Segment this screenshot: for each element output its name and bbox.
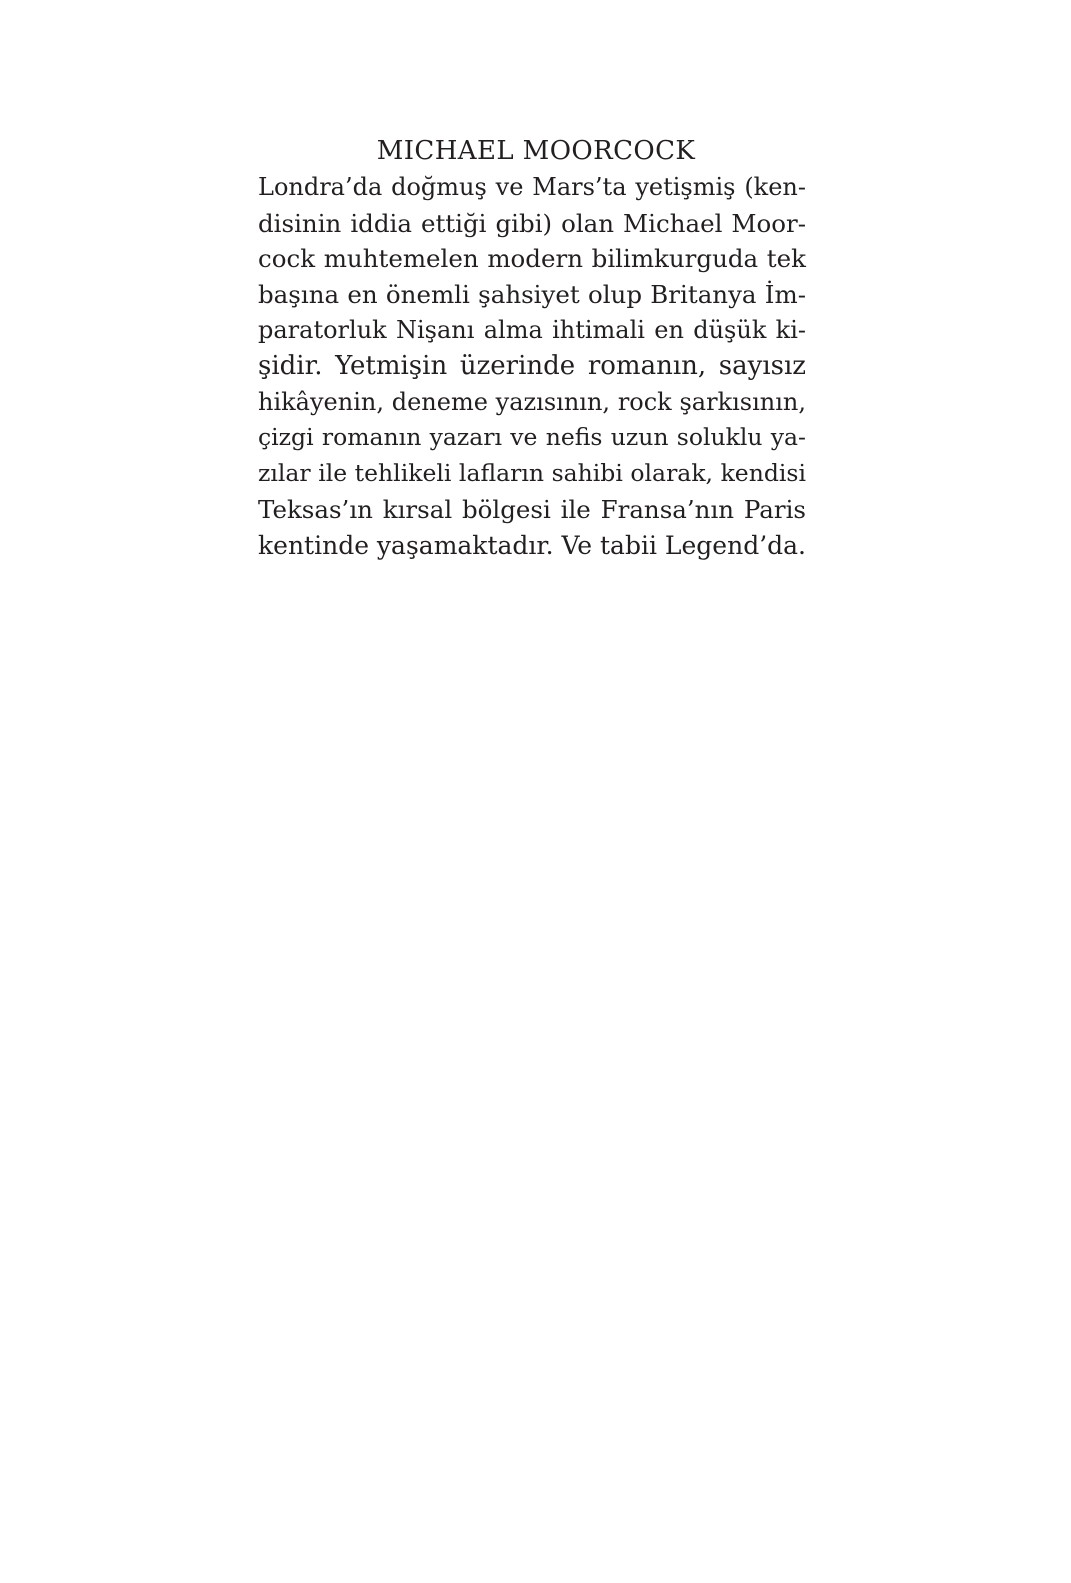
biography-line: başına en önemli şahsiyet olup Britanya İm- xyxy=(258,280,806,310)
biography-line: zılar ile tehlikeli lafların sahibi olarak, kendisi xyxy=(258,459,806,488)
biography-line: şidir. Yetmişin üzerinde romanın, sayısız xyxy=(258,350,806,381)
biography-line-last: kentinde yaşamaktadır. Ve tabii Legend’da. xyxy=(258,530,806,560)
author-bio-block xyxy=(258,134,806,564)
author-name-heading: MICHAEL MOORCOCK xyxy=(376,136,696,166)
biography-line: Londra’da doğmuş ve Mars’ta yetişmiş (ken- xyxy=(258,172,806,201)
biography-line: cock muhtemelen modern bilimkurguda tek xyxy=(258,244,806,274)
biography-line: hikâyenin, deneme yazısının, rock şarkısının, xyxy=(258,387,806,416)
biography-line: çizgi romanın yazarı ve nefis uzun soluklu ya- xyxy=(258,423,806,452)
biography-line: Teksas’ın kırsal bölgesi ile Fransa’nın Paris xyxy=(258,494,806,524)
biography-line: paratorluk Nişanı alma ihtimali en düşük ki- xyxy=(258,315,806,344)
biography-paragraph xyxy=(258,170,806,564)
biography-line: disinin iddia ettiği gibi) olan Michael Moor- xyxy=(258,208,806,238)
